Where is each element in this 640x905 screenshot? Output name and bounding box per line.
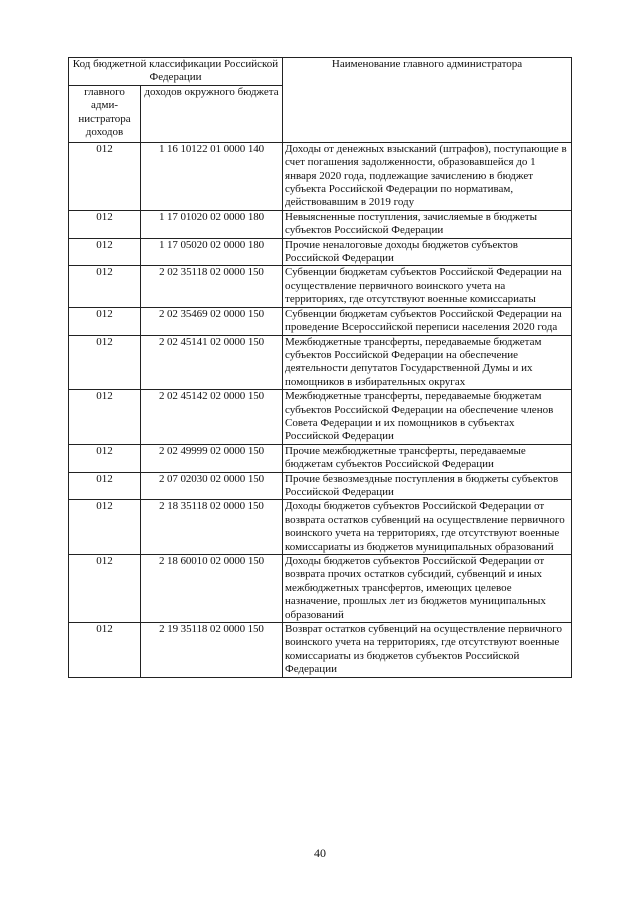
admin-code-cell: 012 (69, 210, 141, 238)
table-row (69, 555, 572, 623)
admin-code-cell: 012 (69, 307, 141, 335)
income-code-cell: 2 18 60010 02 0000 150 (141, 555, 283, 623)
admin-code-cell: 012 (69, 238, 141, 266)
income-code-cell: 1 17 01020 02 0000 180 (141, 210, 283, 238)
table-row (69, 444, 572, 472)
table-row (69, 142, 572, 210)
administrator-name-cell: Субвенции бюджетам субъектов Российской Федерации на осуществление первичного воинского учета на территориях, где отсутствуют военные комиссариаты (283, 266, 572, 307)
header-district-budget-income: доходов окружного бюджета (141, 85, 283, 142)
admin-code-cell: 012 (69, 623, 141, 678)
table-body (69, 142, 572, 677)
table-row (69, 472, 572, 500)
admin-code-cell: 012 (69, 444, 141, 472)
table-row (69, 335, 572, 390)
budget-classification-table (68, 57, 572, 678)
admin-code-cell: 012 (69, 142, 141, 210)
administrator-name-cell: Доходы бюджетов субъектов Российской Федерации от возврата остатков субвенций на осуществление первичного воинского учета на территориях, где отсутствуют военные комиссариаты из бюджетов муниципальных образований (283, 500, 572, 555)
income-code-cell: 2 02 45142 02 0000 150 (141, 390, 283, 445)
income-code-cell: 2 07 02030 02 0000 150 (141, 472, 283, 500)
table-row (69, 210, 572, 238)
income-code-cell: 2 18 35118 02 0000 150 (141, 500, 283, 555)
table-row (69, 307, 572, 335)
income-code-cell: 1 17 05020 02 0000 180 (141, 238, 283, 266)
header-main-administrator: главного адми-нистратора доходов (69, 85, 141, 142)
income-code-cell: 2 02 45141 02 0000 150 (141, 335, 283, 390)
table-row (69, 500, 572, 555)
table-row (69, 238, 572, 266)
administrator-name-cell: Доходы от денежных взысканий (штрафов), поступающие в счет погашения задолженности, образовавшейся до 1 января 2020 года, подлежащие зачислению в бюджет субъекта Российской Федерации по нормативам, действовавшим в 2019 году (283, 142, 572, 210)
header-budget-classification: Код бюджетной классификации Российской Федерации (69, 58, 283, 86)
administrator-name-cell: Доходы бюджетов субъектов Российской Федерации от возврата прочих остатков субсидий, субвенций и иных межбюджетных трансфертов, имеющих целевое назначение, прошлых лет из бюджетов муниципальных образований (283, 555, 572, 623)
admin-code-cell: 012 (69, 266, 141, 307)
income-code-cell: 2 19 35118 02 0000 150 (141, 623, 283, 678)
administrator-name-cell: Прочие неналоговые доходы бюджетов субъектов Российской Федерации (283, 238, 572, 266)
income-code-cell: 2 02 49999 02 0000 150 (141, 444, 283, 472)
admin-code-cell: 012 (69, 500, 141, 555)
administrator-name-cell: Прочие межбюджетные трансферты, передаваемые бюджетам субъектов Российской Федерации (283, 444, 572, 472)
admin-code-cell: 012 (69, 472, 141, 500)
income-code-cell: 1 16 10122 01 0000 140 (141, 142, 283, 210)
administrator-name-cell: Субвенции бюджетам субъектов Российской Федерации на проведение Всероссийской переписи населения 2020 года (283, 307, 572, 335)
administrator-name-cell: Прочие безвозмездные поступления в бюджеты субъектов Российской Федерации (283, 472, 572, 500)
header-row-group (69, 58, 572, 86)
page-number: 40 (314, 846, 326, 860)
administrator-name-cell: Возврат остатков субвенций на осуществление первичного воинского учета на территориях, где отсутствуют военные комиссариаты из бюджетов субъектов Российской Федерации (283, 623, 572, 678)
table-row (69, 266, 572, 307)
table-row (69, 623, 572, 678)
admin-code-cell: 012 (69, 335, 141, 390)
administrator-name-cell: Межбюджетные трансферты, передаваемые бюджетам субъектов Российской Федерации на обеспечение деятельности депутатов Государственной Думы и их помощников в избирательных округах (283, 335, 572, 390)
income-code-cell: 2 02 35118 02 0000 150 (141, 266, 283, 307)
admin-code-cell: 012 (69, 555, 141, 623)
income-code-cell: 2 02 35469 02 0000 150 (141, 307, 283, 335)
admin-code-cell: 012 (69, 390, 141, 445)
administrator-name-cell: Невыясненные поступления, зачисляемые в бюджеты субъектов Российской Федерации (283, 210, 572, 238)
table-row (69, 390, 572, 445)
header-administrator-name: Наименование главного администратора (283, 58, 572, 143)
administrator-name-cell: Межбюджетные трансферты, передаваемые бюджетам субъектов Российской Федерации на обеспечение членов Совета Федерации и их помощников в субъектах Российской Федерации (283, 390, 572, 445)
